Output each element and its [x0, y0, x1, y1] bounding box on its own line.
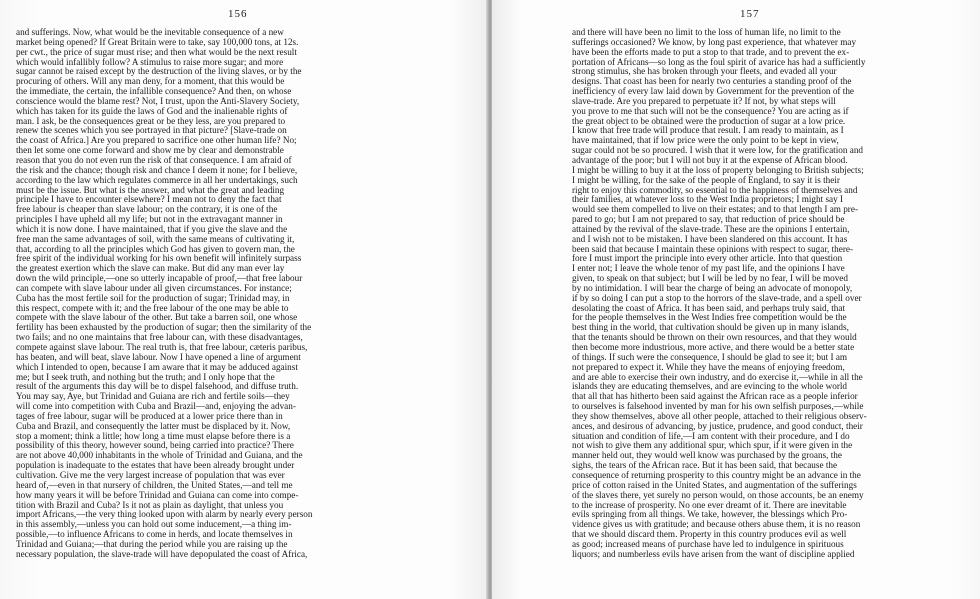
- text-line: compete against slave labour. The real truth is, that free labour, cæteris paribus,: [16, 343, 308, 352]
- text-line: to ourselves is falsehood invented by man for his own selfish purposes,—while: [572, 402, 864, 412]
- text-line: liquors; and numberless evils have arisen from the want of discipline applied: [572, 549, 855, 559]
- text-line: import Africans,—the very thing looked upon with alarm by nearly every person: [16, 510, 313, 520]
- page-text: [16, 28, 476, 560]
- text-line: down the wild principle,—one so utterly incapable of proof,—that free labour: [16, 274, 303, 284]
- text-line: and are able to exercise their own industry, and do exercise it,—while in all the: [572, 372, 863, 382]
- text-line: market being opened? If Great Britain were to take, say 100,000 tons, at 12s.: [16, 37, 299, 47]
- text-line: inefficiency of every law laid down by Government for the prevention of the: [572, 87, 854, 97]
- text-line: have been the efforts made to put a stop to that trade, and to prevent the ex-: [572, 47, 850, 57]
- text-line: would see them compelled to live on their estates; and to that length I am pre-: [572, 205, 859, 215]
- text-line: not wish to give them any additional spur, which spur, if it were given in the: [572, 441, 853, 451]
- text-line: result of the arguments this day will be to dispel falsehood, and diffuse truth.: [16, 382, 299, 392]
- text-line: I enter not; I leave the whole tenor of my past life, and the opinions I have: [572, 264, 845, 274]
- text-line: best thing in the world, that cultivation should be given up in many islands,: [572, 323, 849, 333]
- text-line: of things. If such were the consequence, I should be glad to see it; but I am: [572, 352, 848, 362]
- text-line: you prove to me that such will not be the consequence? You are acting as if: [572, 106, 849, 116]
- text-line: the immediate, the certain, the infallible consequence? And then, on whose: [16, 87, 292, 97]
- text-line: possible,—to influence Africans to come in herds, and locate themselves in: [16, 530, 293, 540]
- text-line: evils springing from all things. We take, however, the blessings which Pro-: [572, 510, 848, 520]
- page-number: 156: [228, 8, 248, 20]
- text-line: that the tenants should be thrown on their own resources, and that they would: [572, 333, 857, 343]
- text-line: that, according to all the principles which God has given to govern man, the: [16, 244, 295, 254]
- text-line: me; but I seek truth, and nothing but the truth; and I only hope that the: [16, 372, 275, 382]
- text-line: how many years it will be before Trinidad and Guiana can come into compe-: [16, 490, 299, 500]
- text-line: tages of free labour, sugar will be produced at a lower price there than in: [16, 411, 283, 421]
- text-line: that we should discard them. Property in this country produces evil as well: [572, 530, 847, 540]
- text-line: portation of Africans—so long as the foul spirit of avarice has had a sufficiently: [572, 57, 866, 67]
- text-line: have maintained, that if low price were the only point to be kept in view,: [572, 136, 839, 146]
- text-line: then become more industrious, more active, and there would be a better state: [572, 343, 855, 352]
- text-line: two fails; and no one maintains that free labour can, with these disadvantages,: [16, 333, 303, 343]
- text-line: to the increase of prosperity. No one ever dreamt of it. There are inevitable: [572, 500, 847, 510]
- text-line: for the people themselves in the West Indies free competition would be the: [572, 313, 847, 323]
- text-line: pared to go; but I am not prepared to say, that reduction of price should be: [572, 215, 845, 225]
- text-line: the coast of Africa.] Are you prepared to sacrifice one other human life? No;: [16, 136, 297, 146]
- text-line: sighs, the tears of the African race. But it has been said, that because the: [572, 461, 838, 471]
- text-line: situation and condition of life,—I am content with their procedure, and I do: [572, 431, 850, 441]
- text-line: renew the scenes which you see portrayed in that picture? [Slave-trade on: [16, 126, 287, 136]
- left-page: [0, 0, 488, 599]
- text-line: free labour is cheaper than slave labour; on the contrary, it is one of the: [16, 205, 278, 215]
- text-line: cultivation. Give me the very largest increase of population that was ever: [16, 470, 285, 480]
- text-line: if by so doing I can put a stop to the horrors of the slave-trade, and a spell over: [572, 293, 862, 303]
- right-page: [492, 0, 980, 599]
- text-line: fertility has been exhausted by the production of sugar; then the similarity of the: [16, 323, 312, 333]
- text-line: according to the law which regulates commerce in all her undertakings, such: [16, 175, 298, 185]
- text-line: this respect, compete with it; and the free labour of the one may be able to: [16, 303, 289, 313]
- page-number: 157: [740, 8, 760, 20]
- text-line: that all that has hitherto been said against the African race as a people inferior: [572, 392, 858, 402]
- text-line: which I intended to open, because I am aware that it may be adduced against: [16, 362, 298, 372]
- text-line: ances, and desirous of advancing, by justice, prudence, and good conduct, their: [572, 421, 863, 431]
- text-line: You may say, Aye, but Trinidad and Guiana are rich and fertile soils—they: [16, 392, 290, 402]
- text-line: must be the issue. But what is the answer, and what the great and leading: [16, 185, 285, 195]
- text-line: right to enjoy this commodity, so essential to the happiness of themselves and: [572, 185, 858, 195]
- text-line: per cwt., the price of sugar must rise; and then what would be the next result: [16, 47, 297, 57]
- text-line: they show themselves, above all other people, attached to their religious observ-: [572, 411, 867, 421]
- text-line: possibility of this theory, however sound, being carried into practice? There: [16, 441, 294, 451]
- text-line: sugar could not be so procured. I wish that it were low, for the gratification and: [572, 146, 864, 156]
- text-line: then let some one come forward and show me by clear and demonstrable: [16, 146, 284, 156]
- text-line: procuring of others. Will any man deny, for a moment, that this would be: [16, 77, 285, 87]
- text-line: the greatest exertion which the slave can make. But did any man ever lay: [16, 264, 285, 274]
- text-line: their families, at whatever loss to the West India proprietors; I might say I: [572, 195, 844, 205]
- text-line: which has taken for its guide the laws of God and the inalienable rights of: [16, 106, 288, 116]
- text-line: sugar cannot be raised except by the destruction of the living slaves, or by the: [16, 67, 302, 77]
- text-line: free man the same advantages of soil, with the same means of cultivating it,: [16, 234, 295, 244]
- text-line: the great object to be obtained were the production of sugar at a low price.: [572, 116, 846, 126]
- text-line: I might be willing, for the sake of the people of England, to say it is their: [572, 175, 840, 185]
- text-line: compete with the slave labour of the other. But take a barren soil, one whose: [16, 313, 298, 323]
- text-line: not prepared to expect it. While they have the means of enjoying freedom,: [572, 362, 845, 372]
- text-line: principles I have upheld all my life; but not in the extravagant manner in: [16, 215, 283, 225]
- text-line: population is inadequate to the estates that have been already brought under: [16, 461, 295, 471]
- text-line: price of cotton raised in the United States, and augmentation of the sufferings: [572, 480, 857, 490]
- text-line: I know that free trade will produce that result. I am ready to maintain, as I: [572, 126, 844, 136]
- text-line: of the slaves there, yet surely no person would, on those accounts, be an enemy: [572, 490, 864, 500]
- text-line: and sufferings. Now, what would be the inevitable consequence of a new: [16, 28, 284, 37]
- text-line: necessary population, the slave-trade will have depopulated the coast of Africa,: [16, 549, 308, 559]
- text-line: sufferings occasioned? We know, by long past experience, that whatever may: [572, 37, 857, 47]
- text-line: Cuba and Brazil, and consequently the latter must be displaced by it. Now,: [16, 421, 291, 431]
- text-line: has beaten, and will beat, slave labour. Now I have opened a line of argument: [16, 352, 301, 362]
- text-line: can compete with slave labour under all given circumstances. For instance;: [16, 283, 292, 293]
- text-line: Trinidad and Guiana;—that during the period while you are raising up the: [16, 539, 288, 549]
- text-line: I might be willing to buy it at the loss of property belonging to British subjects;: [572, 165, 864, 175]
- text-line: which would infallibly follow? A stimulus to raise more sugar; and more: [16, 57, 284, 67]
- text-line: by no intimidation. I will bear the charge of being an advocate of monopoly,: [572, 283, 853, 293]
- text-line: heard of,—even in that nursery of children, the United States,—and tell me: [16, 480, 293, 490]
- text-line: man. I ask, be the consequences great or be they less, are you prepared to: [16, 116, 286, 126]
- text-line: designs. That coast has been for nearly two centuries a standing proof of the: [572, 77, 852, 87]
- text-line: and I wish not to be mistaken. I have been slandered on this account. It has: [572, 234, 848, 244]
- text-line: vidence gives us with gratitude; and because others abuse them, it is no reason: [572, 520, 861, 530]
- text-line: strong stimulus, she has broken through your fleets, and evaded all your: [572, 67, 837, 77]
- text-line: advantage of the poor; but I will not buy it at the expense of African blood.: [572, 155, 848, 165]
- text-line: as good; increased means of purchase have led to indulgence in spirituous: [572, 539, 844, 549]
- text-line: are not above 40,000 inhabitants in the whole of Trinidad and Guiana, and the: [16, 451, 303, 461]
- text-line: which it is now done. I have maintained, that if you give the slave and the: [16, 224, 288, 234]
- text-line: in this assembly,—unless you can hold out some inducement,—a thing im-: [16, 520, 292, 530]
- text-line: will come into competition with Cuba and Brazil—and, enjoying the advan-: [16, 402, 296, 412]
- text-line: reason that you do not even run the risk of that consequence. I am afraid of: [16, 155, 292, 165]
- text-line: been said that because I maintain these opinions with respect to sugar, there-: [572, 244, 854, 254]
- text-line: the risk and the chance; though risk and chance I deem it none; for I believe,: [16, 165, 298, 175]
- text-line: attained by the revival of the slave-trade. These are the opinions I entertain,: [572, 224, 850, 234]
- text-line: and there will have been no limit to the loss of human life, no limit to the: [572, 28, 841, 37]
- text-line: given, to speak on that subject; but I will be led by no fear, I will be moved: [572, 274, 848, 284]
- text-line: manner held out, they would well know was purchased by the groans, the: [572, 451, 842, 461]
- text-line: fore I must import the principle into every other article. Into that question: [572, 254, 843, 264]
- text-line: conscience would the blame rest? Not, I trust, upon the Anti-Slavery Society,: [16, 96, 300, 106]
- page-text: [572, 28, 962, 560]
- text-line: tition with Brazil and Cuba? Is it not as plain as daylight, that unless you: [16, 500, 284, 510]
- text-line: free spirit of the individual working for his own benefit will infinitely surpass: [16, 254, 302, 264]
- text-line: stop a moment; think a little; how long a time must elapse before there is a: [16, 431, 291, 441]
- text-line: desolating the coast of Africa. It has been said, and perhaps truly said, that: [572, 303, 845, 313]
- text-line: islands they are educating themselves, and are evincing to the whole world: [572, 382, 848, 392]
- text-line: slave-trade. Are you prepared to perpetuate it? If not, by what steps will: [572, 96, 836, 106]
- text-line: Cuba has the most fertile soil for the production of sugar; Trinidad may, in: [16, 293, 290, 303]
- text-line: principle I have to encounter elsewhere? I mean not to deny the fact that: [16, 195, 282, 205]
- text-line: consequence of returning prosperity to this country might be an advance in the: [572, 470, 861, 480]
